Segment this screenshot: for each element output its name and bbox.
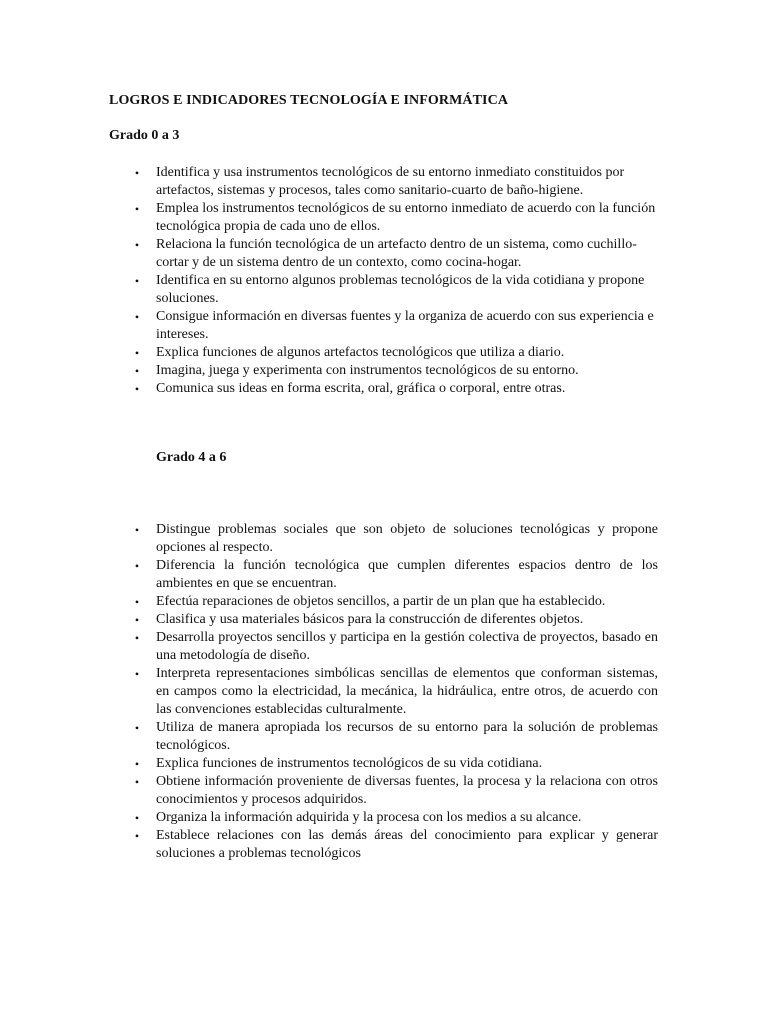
bullet-icon: • bbox=[134, 166, 140, 180]
list-item bbox=[134, 611, 658, 629]
bullet-icon: • bbox=[134, 613, 140, 627]
list-item bbox=[134, 344, 658, 362]
bullet-list-grado-4-a-6 bbox=[134, 521, 658, 863]
list-item bbox=[134, 719, 658, 755]
list-item-text: Distingue problemas sociales que son objeto de soluciones tecnológicas y propone opciones al respecto. bbox=[156, 522, 658, 555]
bullet-icon: • bbox=[134, 523, 140, 537]
list-item bbox=[134, 200, 658, 236]
list-item-text: Relaciona la función tecnológica de un artefacto dentro de un sistema, como cuchillo-cortar y de un sistema dentro de un contexto, como cocina-hogar. bbox=[156, 237, 637, 270]
bullet-icon: • bbox=[134, 274, 140, 288]
list-item bbox=[134, 308, 658, 344]
list-item-text: Comunica sus ideas en forma escrita, oral, gráfica o corporal, entre otras. bbox=[156, 381, 566, 396]
list-item bbox=[134, 521, 658, 557]
list-item-text: Explica funciones de instrumentos tecnológicos de su vida cotidiana. bbox=[156, 756, 543, 771]
list-item-text: Desarrolla proyectos sencillos y participa en la gestión colectiva de proyectos, basado en una metodología de diseño. bbox=[156, 630, 658, 663]
list-item-text: Diferencia la función tecnológica que cumplen diferentes espacios dentro de los ambientes en que se encuentran. bbox=[156, 558, 658, 591]
list-item bbox=[134, 362, 658, 380]
bullet-icon: • bbox=[134, 721, 140, 735]
list-item-text: Utiliza de manera apropiada los recursos de su entorno para la solución de problemas tecnológicos. bbox=[156, 720, 658, 753]
bullet-icon: • bbox=[134, 775, 140, 789]
bullet-icon: • bbox=[134, 202, 140, 216]
bullet-icon: • bbox=[134, 310, 140, 324]
bullet-icon: • bbox=[134, 757, 140, 771]
list-item bbox=[134, 272, 658, 308]
list-item-text: Establece relaciones con las demás áreas del conocimiento para explicar y generar soluciones a problemas tecnológicos bbox=[156, 828, 658, 861]
list-item-text: Interpreta representaciones simbólicas sencillas de elementos que conforman sistemas, en campos como la electricidad, la mecánica, la hidráulica, entre otros, de acuerdo con las convenciones establecidas culturalmente. bbox=[156, 666, 658, 717]
list-item-text: Clasifica y usa materiales básicos para la construcción de diferentes objetos. bbox=[156, 612, 584, 627]
list-item bbox=[134, 380, 658, 398]
bullet-icon: • bbox=[134, 631, 140, 645]
section-heading-grado-0-a-3: Grado 0 a 3 bbox=[109, 128, 180, 143]
page-title: LOGROS E INDICADORES TECNOLOGÍA E INFORMÁTICA bbox=[109, 93, 509, 108]
list-item bbox=[134, 755, 658, 773]
bullet-icon: • bbox=[134, 829, 140, 843]
list-item-text: Imagina, juega y experimenta con instrumentos tecnológicos de su entorno. bbox=[156, 363, 579, 378]
bullet-icon: • bbox=[134, 382, 140, 396]
list-item bbox=[134, 557, 658, 593]
list-item-text: Organiza la información adquirida y la procesa con los medios a su alcance. bbox=[156, 810, 582, 825]
list-item bbox=[134, 827, 658, 863]
list-item-text: Efectúa reparaciones de objetos sencillos, a partir de un plan que ha establecido. bbox=[156, 594, 606, 609]
list-item bbox=[134, 809, 658, 827]
list-item bbox=[134, 593, 658, 611]
list-item bbox=[134, 236, 658, 272]
bullet-icon: • bbox=[134, 346, 140, 360]
list-item-text: Consigue información en diversas fuentes y la organiza de acuerdo con sus experiencia e intereses. bbox=[156, 309, 654, 342]
bullet-list-grado-0-a-3 bbox=[134, 164, 658, 398]
list-item bbox=[134, 665, 658, 719]
bullet-icon: • bbox=[134, 811, 140, 825]
list-item bbox=[134, 773, 658, 809]
list-item-text: Obtiene información proveniente de diversas fuentes, la procesa y la relaciona con otros conocimientos y procesos adquiridos. bbox=[156, 774, 658, 807]
bullet-icon: • bbox=[134, 238, 140, 252]
bullet-icon: • bbox=[134, 667, 140, 681]
list-item-text: Identifica y usa instrumentos tecnológicos de su entorno inmediato constituidos por artefactos, sistemas y procesos, tales como sanitario-cuarto de baño-higiene. bbox=[156, 165, 625, 198]
list-item bbox=[134, 164, 658, 200]
bullet-icon: • bbox=[134, 364, 140, 378]
bullet-icon: • bbox=[134, 595, 140, 609]
list-item bbox=[134, 629, 658, 665]
list-item-text: Identifica en su entorno algunos problemas tecnológicos de la vida cotidiana y propone soluciones. bbox=[156, 273, 645, 306]
section-heading-grado-4-a-6: Grado 4 a 6 bbox=[156, 450, 227, 465]
bullet-icon: • bbox=[134, 559, 140, 573]
list-item-text: Emplea los instrumentos tecnológicos de su entorno inmediato de acuerdo con la función tecnológica propia de cada uno de ellos. bbox=[156, 201, 656, 234]
list-item-text: Explica funciones de algunos artefactos tecnológicos que utiliza a diario. bbox=[156, 345, 565, 360]
